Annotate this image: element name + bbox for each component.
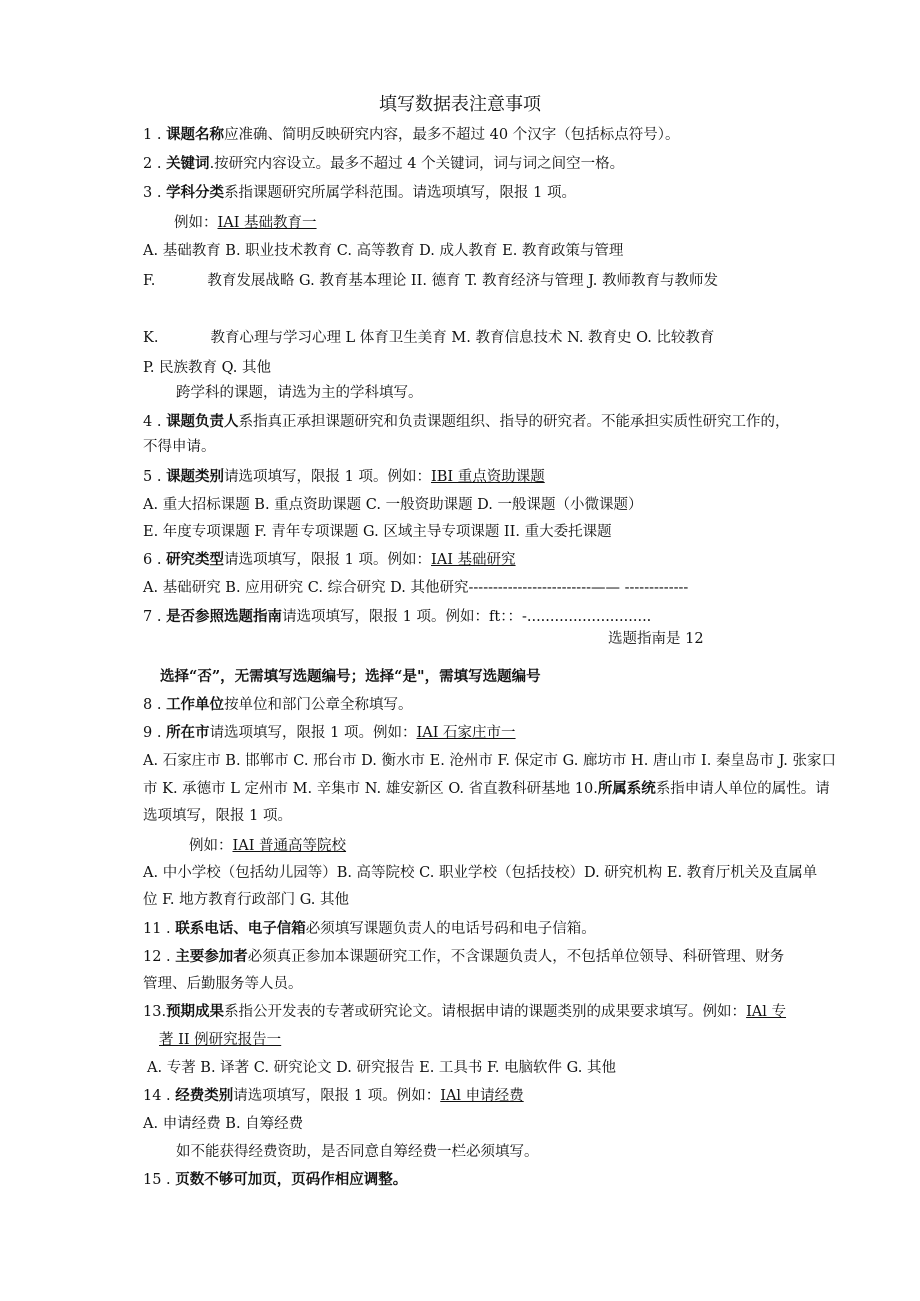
item-number: 11 .: [143, 921, 171, 937]
item-label: 学科分类: [166, 184, 225, 201]
item-8: [143, 695, 413, 715]
example-value: IAI 石家庄市一: [416, 725, 516, 741]
item-text: 必须填写课题负责人的电话号码和电子信箱。: [305, 921, 596, 937]
item-9: [143, 723, 516, 743]
item-7-page-ref: 选题指南是 12: [608, 631, 704, 647]
item-14-options-a: A. 申请经费 B. 自筹经费: [143, 1116, 304, 1132]
item-text: 系指公开发表的专著或研究论文。请根据申请的课题类别的成果要求填写。例如：: [224, 1004, 747, 1020]
example-value: IAl 专: [746, 1004, 787, 1020]
item-3-note: 跨学科的课题，请选为主的学科填写。: [176, 385, 423, 401]
item-number: 7 .: [143, 609, 162, 625]
item-5: [143, 467, 545, 487]
item-number: 14 .: [143, 1088, 171, 1104]
item-label: 工作单位: [166, 696, 225, 713]
item-text: 系指真正承担课题研究和负责课题组织、指导的研究者。不能承担实质性研究工作的，: [238, 414, 790, 430]
example-value: IAI 基础研究: [431, 552, 516, 568]
item-3: [143, 183, 576, 203]
item-text: 必须真正参加本课题研究工作，不含课题负责人，不包括单位领导、科研管理、财务: [247, 949, 785, 965]
item-13-options-a: A. 专著 B. 译著 C. 研究论文 D. 研究报告 E. 工具书 F. 电脑软件 G. 其他: [147, 1060, 616, 1076]
item-text: 请选项填写，限报 1 项。例如：: [224, 469, 432, 485]
item-11: [143, 919, 596, 939]
item-14: [143, 1086, 524, 1106]
item-number: 1 .: [143, 127, 162, 143]
item-12: [143, 947, 784, 967]
item-2: [143, 154, 624, 174]
item-label: 联系电话、电子信箱: [175, 920, 306, 937]
item-number: 15 .: [143, 1172, 171, 1188]
item-1: [143, 125, 679, 145]
item-label: 经费类别: [175, 1087, 234, 1104]
item-13: [143, 1002, 786, 1022]
item-10-number: 10.: [570, 781, 598, 797]
item-15: [143, 1170, 407, 1190]
item-9-options-b: 市 K. 承德市 L 定州市 M. 辛集市 N. 雄安新区 O. 省直教科研基地 10.所属系统系指申请人单位的属性。请: [143, 780, 830, 797]
item-label: 预期成果: [166, 1003, 225, 1020]
item-5-options-a: A. 重大招标课题 B. 重点资助课题 C. 一般资助课题 D. 一般课题（小微课题）: [143, 497, 643, 513]
item-number: 13.: [143, 1004, 167, 1020]
example-value: IAI 基础教育一: [217, 215, 317, 231]
item-number: 2 .: [143, 156, 162, 172]
example-value: IAl 申请经费: [440, 1088, 524, 1104]
item-12-cont: 管理、后勤服务等人员。: [143, 976, 303, 992]
item-label: 所在市: [166, 724, 210, 741]
item-10-label: 所属系统: [597, 780, 656, 797]
item-number: 3 .: [143, 185, 162, 201]
item-9-options-c: 选项填写，限报 1 项。: [143, 808, 292, 824]
item-10-options-b: 位 F. 地方教育行政部门 G. 其他: [143, 892, 350, 908]
item-text: 应准确、简明反映研究内容，最多不超过 40 个汉字（包括标点符号）。: [224, 127, 680, 143]
item-7: [143, 607, 651, 627]
item-13-example-cont: 著 II 例研究报告一: [159, 1032, 282, 1048]
item-3-options-a: A. 基础教育 B. 职业技术教育 C. 高等教育 D. 成人教育 E. 教育政策与管理: [143, 243, 624, 259]
item-label: 课题负责人: [166, 413, 239, 430]
item-text: 按单位和部门公章全称填写。: [224, 697, 413, 713]
item-text: 系指课题研究所属学科范围。请选项填写，限报 1 项。: [224, 185, 577, 201]
page-title: 填写数据表注意事项: [379, 94, 541, 115]
item-4: [143, 412, 790, 432]
item-label: 主要参加者: [175, 948, 248, 965]
item-3-example: 例如：IAI 基础教育一: [174, 215, 317, 231]
item-number: 12 .: [143, 949, 171, 965]
item-text: 请选项填写，限报 1 项。例如：: [224, 552, 432, 568]
item-number: 8 .: [143, 697, 162, 713]
item-label: 关键词: [166, 155, 210, 172]
item-6: [143, 550, 516, 570]
item-number: 4 .: [143, 414, 162, 430]
item-9-options-a: A. 石家庄市 B. 邯郸市 C. 邢台市 D. 衡水市 E. 沧州市 F. 保定市 G. 廊坊市 H. 唐山市 I. 秦皇岛市 J. 张家口: [143, 753, 836, 769]
item-10-options-a: A. 中小学校（包括幼儿园等）B. 高等院校 C. 职业学校（包括技校）D. 研究机构 E. 教育厅机关及直属单: [143, 865, 818, 881]
item-label: 研究类型: [166, 551, 225, 568]
example-value: IAI 普通高等院校: [232, 838, 347, 854]
item-4-cont: 不得申请。: [143, 439, 216, 455]
item-7-note: 选择“否”，无需填写选题编号；选择“是"，需填写选题编号: [160, 668, 541, 685]
item-3-options-k: K. 教育心理与学习心理 L 体育卫生美育 M. 教育信息技术 N. 教育史 O. 比较教育: [143, 330, 715, 346]
item-14-note: 如不能获得经费资助，是否同意自筹经费一栏必须填写。: [176, 1144, 539, 1160]
item-text: 请选项填写，限报 1 项。例如：: [209, 725, 417, 741]
item-number: 5 .: [143, 469, 162, 485]
item-3-options-p: P. 民族教育 Q. 其他: [143, 360, 272, 376]
item-number: 9 .: [143, 725, 162, 741]
item-10-example: 例如：IAI 普通高等院校: [189, 838, 347, 854]
item-text: 请选项填写，限报 1 项。例如：ft：：-...........................: [282, 609, 652, 625]
example-value: IBI 重点资助课题: [431, 469, 545, 485]
item-5-options-e: E. 年度专项课题 F. 青年专项课题 G. 区域主导专项课题 II. 重大委托课题: [143, 524, 612, 540]
item-label: 页数不够可加页，页码作相应调整。: [175, 1171, 408, 1188]
item-6-options-a: A. 基础研究 B. 应用研究 C. 综合研究 D. 其他研究-------------------------—— -------------: [143, 580, 689, 596]
item-text: .按研究内容设立。最多不超过 4 个关键词，词与词之间空一格。: [209, 156, 625, 172]
item-label: 是否参照选题指南: [166, 608, 283, 625]
item-label: 课题名称: [166, 126, 225, 143]
item-label: 课题类别: [166, 468, 225, 485]
item-text: 请选项填写，限报 1 项。例如：: [233, 1088, 441, 1104]
item-3-options-f: F. 教育发展战略 G. 教育基本理论 II. 德育 T. 教育经济与管理 J. 教师教育与教师发: [143, 273, 718, 289]
item-number: 6 .: [143, 552, 162, 568]
